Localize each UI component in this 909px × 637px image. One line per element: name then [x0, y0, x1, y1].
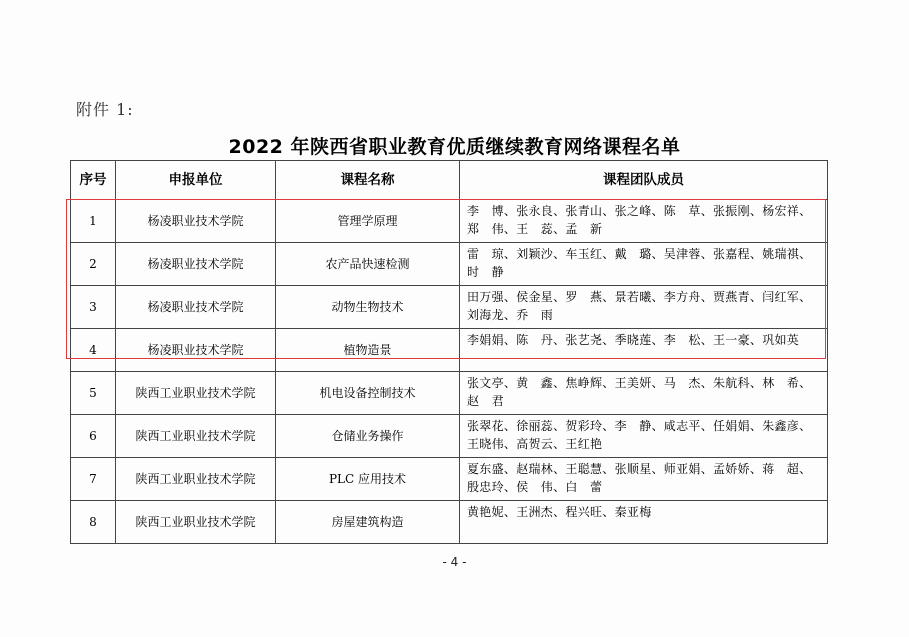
cell-course: 机电设备控制技术 [276, 372, 460, 415]
cell-no: 3 [71, 286, 116, 329]
cell-unit: 陕西工业职业技术学院 [116, 501, 276, 544]
header-members: 课程团队成员 [460, 161, 828, 200]
cell-no: 8 [71, 501, 116, 544]
table-row [71, 329, 828, 372]
cell-members: 李 博、张永良、张青山、张之峰、陈 草、张振刚、杨宏祥、郑 伟、王 蕊、孟 新 [460, 200, 828, 243]
attachment-label: 附件 1: [76, 100, 134, 119]
table-row [71, 372, 828, 415]
header-no: 序号 [71, 161, 116, 200]
header-unit: 申报单位 [116, 161, 276, 200]
cell-members: 雷 琼、刘颖沙、车玉红、戴 璐、吴津蓉、张嘉程、姚瑞祺、时 静 [460, 243, 828, 286]
cell-unit: 陕西工业职业技术学院 [116, 372, 276, 415]
cell-course: 管理学原理 [276, 200, 460, 243]
cell-no: 7 [71, 458, 116, 501]
cell-unit: 陕西工业职业技术学院 [116, 458, 276, 501]
cell-course: 植物造景 [276, 329, 460, 372]
cell-course: 房屋建筑构造 [276, 501, 460, 544]
cell-unit: 陕西工业职业技术学院 [116, 415, 276, 458]
cell-course: 农产品快速检测 [276, 243, 460, 286]
table-row [71, 243, 828, 286]
table-row [71, 286, 828, 329]
cell-no: 1 [71, 200, 116, 243]
page-number: - 4 - [442, 555, 467, 569]
cell-members: 田万强、侯金星、罗 燕、景若曦、李方舟、贾燕青、闫红军、刘海龙、乔 雨 [460, 286, 828, 329]
cell-unit: 杨凌职业技术学院 [116, 243, 276, 286]
cell-course: 动物生物技术 [276, 286, 460, 329]
cell-members: 夏东盛、赵瑞林、王聪慧、张顺星、师亚娟、孟娇娇、蒋 超、殷忠玲、侯 伟、白 蕾 [460, 458, 828, 501]
table-row [71, 501, 828, 544]
table-header-row [71, 161, 828, 200]
cell-members: 张翠花、徐丽蕊、贺彩玲、李 静、咸志平、任娟娟、朱鑫彦、王晓伟、高贺云、王红艳 [460, 415, 828, 458]
cell-no: 6 [71, 415, 116, 458]
cell-course: 仓储业务操作 [276, 415, 460, 458]
table-row [71, 200, 828, 243]
document-title: 2022 年陕西省职业教育优质继续教育网络课程名单 [228, 136, 681, 158]
cell-members: 张文亭、黄 鑫、焦峥辉、王美妍、马 杰、朱航科、林 希、赵 君 [460, 372, 828, 415]
course-list-table [70, 160, 828, 544]
cell-unit: 杨凌职业技术学院 [116, 329, 276, 372]
table-row [71, 415, 828, 458]
cell-unit: 杨凌职业技术学院 [116, 200, 276, 243]
cell-no: 5 [71, 372, 116, 415]
cell-unit: 杨凌职业技术学院 [116, 286, 276, 329]
cell-members: 李娟娟、陈 丹、张艺尧、季晓莲、李 松、王一豪、巩如英 [460, 329, 828, 372]
cell-course: PLC 应用技术 [276, 458, 460, 501]
header-course: 课程名称 [276, 161, 460, 200]
cell-no: 2 [71, 243, 116, 286]
table-row [71, 458, 828, 501]
cell-no: 4 [71, 329, 116, 372]
cell-members: 黄艳妮、王洲杰、程兴旺、秦亚梅 [460, 501, 828, 544]
